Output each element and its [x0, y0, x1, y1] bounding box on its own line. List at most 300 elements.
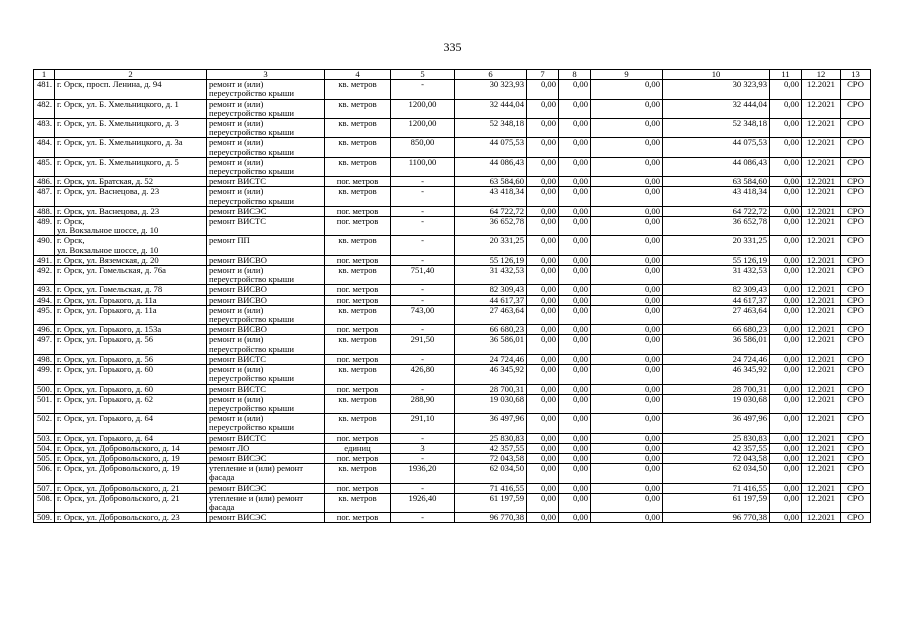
- fund-federal-cell: 0,00: [527, 464, 559, 483]
- fund-owners-cell: 44 086,43: [663, 157, 770, 176]
- column-header-5: 5: [391, 70, 455, 80]
- fund-other-cell: 0,00: [770, 177, 802, 187]
- column-header-1: 1: [34, 70, 55, 80]
- table-row: [34, 138, 871, 157]
- contractor-method-cell: СРО: [841, 80, 871, 99]
- volume-cell: 1100,00: [391, 157, 455, 176]
- contractor-method-cell: СРО: [841, 157, 871, 176]
- completion-date-cell: 12.2021: [802, 266, 841, 285]
- volume-cell: -: [391, 285, 455, 295]
- fund-federal-cell: 0,00: [527, 295, 559, 305]
- table-row: [34, 335, 871, 354]
- contractor-method-cell: СРО: [841, 384, 871, 394]
- fund-other-cell: 0,00: [770, 335, 802, 354]
- table-row: [34, 217, 871, 236]
- fund-other-cell: 0,00: [770, 354, 802, 364]
- table-row: [34, 483, 871, 493]
- work-type-cell: ремонт и (или) переустройство крыши: [207, 335, 325, 354]
- address-cell: [55, 266, 207, 285]
- table-body: [34, 80, 871, 523]
- row-number-cell: 501.: [34, 394, 55, 413]
- fund-local-cell: 0,00: [591, 365, 663, 384]
- column-header-7: 7: [527, 70, 559, 80]
- cost-total-cell: 44 617,37: [455, 295, 527, 305]
- table-row: [34, 394, 871, 413]
- fund-other-cell: 0,00: [770, 493, 802, 512]
- fund-local-cell: 0,00: [591, 433, 663, 443]
- contractor-method-cell: СРО: [841, 354, 871, 364]
- address-line: г. Орск, ул. Горького, д. 56: [57, 354, 154, 364]
- fund-owners-cell: 71 416,55: [663, 483, 770, 493]
- table-row: [34, 206, 871, 216]
- row-number-cell: 488.: [34, 206, 55, 216]
- fund-other-cell: 0,00: [770, 187, 802, 206]
- table-row: [34, 285, 871, 295]
- work-type-cell: ремонт и (или) переустройство крыши: [207, 365, 325, 384]
- contractor-method-cell: СРО: [841, 206, 871, 216]
- row-number-cell: 498.: [34, 354, 55, 364]
- repair-schedule-table: [33, 69, 871, 523]
- fund-owners-cell: 25 830,83: [663, 433, 770, 443]
- row-number-cell: 504.: [34, 443, 55, 453]
- volume-cell: 291,50: [391, 335, 455, 354]
- cost-total-cell: 66 680,23: [455, 325, 527, 335]
- fund-regional-cell: 0,00: [559, 354, 591, 364]
- volume-cell: 1926,40: [391, 493, 455, 512]
- fund-federal-cell: 0,00: [527, 394, 559, 413]
- fund-local-cell: 0,00: [591, 453, 663, 463]
- row-number-cell: 503.: [34, 433, 55, 443]
- completion-date-cell: 12.2021: [802, 295, 841, 305]
- contractor-method-cell: СРО: [841, 295, 871, 305]
- address-line: г. Орск, ул. Добровольского, д. 19: [57, 463, 180, 474]
- fund-regional-cell: 0,00: [559, 187, 591, 206]
- cost-total-cell: 82 309,43: [455, 285, 527, 295]
- fund-other-cell: 0,00: [770, 138, 802, 157]
- fund-federal-cell: 0,00: [527, 236, 559, 255]
- address-line: г. Орск, ул. Добровольского, д. 14: [57, 443, 180, 453]
- fund-regional-cell: 0,00: [559, 394, 591, 413]
- fund-owners-cell: 19 030,68: [663, 394, 770, 413]
- completion-date-cell: 12.2021: [802, 325, 841, 335]
- fund-regional-cell: 0,00: [559, 325, 591, 335]
- cost-total-cell: 64 722,72: [455, 206, 527, 216]
- volume-cell: -: [391, 384, 455, 394]
- address-line: г. Орск, ул. Горького, д. 60: [57, 364, 154, 375]
- fund-federal-cell: 0,00: [527, 453, 559, 463]
- address-cell: [55, 99, 207, 118]
- fund-regional-cell: 0,00: [559, 119, 591, 138]
- fund-federal-cell: 0,00: [527, 217, 559, 236]
- address-cell: [55, 394, 207, 413]
- address-cell: [55, 443, 207, 453]
- fund-regional-cell: 0,00: [559, 414, 591, 433]
- address-line: г. Орск, ул. Горького, д. 11а: [57, 295, 157, 305]
- fund-federal-cell: 0,00: [527, 365, 559, 384]
- fund-local-cell: 0,00: [591, 335, 663, 354]
- fund-other-cell: 0,00: [770, 433, 802, 443]
- address-line: г. Орск, ул. Б. Хмельницкого, д. 3а: [57, 137, 183, 148]
- row-number-cell: 505.: [34, 453, 55, 463]
- completion-date-cell: 12.2021: [802, 206, 841, 216]
- work-type-cell: ремонт ВИСВО: [207, 285, 325, 295]
- contractor-method-cell: СРО: [841, 285, 871, 295]
- volume-cell: -: [391, 217, 455, 236]
- fund-other-cell: 0,00: [770, 394, 802, 413]
- column-header-13: 13: [841, 70, 871, 80]
- work-type-cell: ремонт ВИСТС: [207, 384, 325, 394]
- address-cell: [55, 295, 207, 305]
- contractor-method-cell: СРО: [841, 414, 871, 433]
- fund-owners-cell: 72 043,58: [663, 453, 770, 463]
- fund-other-cell: 0,00: [770, 119, 802, 138]
- contractor-method-cell: СРО: [841, 255, 871, 265]
- unit-cell: кв. метров: [325, 365, 391, 384]
- contractor-method-cell: СРО: [841, 365, 871, 384]
- fund-local-cell: 0,00: [591, 295, 663, 305]
- fund-owners-cell: 24 724,46: [663, 354, 770, 364]
- row-number-cell: 492.: [34, 266, 55, 285]
- fund-local-cell: 0,00: [591, 99, 663, 118]
- cost-total-cell: 20 331,25: [455, 236, 527, 255]
- completion-date-cell: 12.2021: [802, 384, 841, 394]
- fund-regional-cell: 0,00: [559, 513, 591, 523]
- address-cell: [55, 433, 207, 443]
- unit-cell: пог. метров: [325, 513, 391, 523]
- volume-cell: 1936,20: [391, 464, 455, 483]
- address-cell: [55, 206, 207, 216]
- table-row: [34, 305, 871, 324]
- unit-cell: кв. метров: [325, 138, 391, 157]
- table-row: [34, 236, 871, 255]
- work-type-cell: утепление и (или) ремонт фасада: [207, 464, 325, 483]
- fund-local-cell: 0,00: [591, 236, 663, 255]
- column-header-9: 9: [591, 70, 663, 80]
- fund-federal-cell: 0,00: [527, 266, 559, 285]
- cost-total-cell: 43 418,34: [455, 187, 527, 206]
- cost-total-cell: 62 034,50: [455, 464, 527, 483]
- contractor-method-cell: СРО: [841, 453, 871, 463]
- work-type-cell: ремонт и (или) переустройство крыши: [207, 138, 325, 157]
- row-number-cell: 485.: [34, 157, 55, 176]
- work-type-cell: ремонт ВИСЭС: [207, 513, 325, 523]
- cost-total-cell: 44 075,53: [455, 138, 527, 157]
- unit-cell: кв. метров: [325, 80, 391, 99]
- address-cell: [55, 354, 207, 364]
- unit-cell: кв. метров: [325, 119, 391, 138]
- address-cell: [55, 335, 207, 354]
- fund-federal-cell: 0,00: [527, 443, 559, 453]
- completion-date-cell: 12.2021: [802, 285, 841, 295]
- unit-cell: пог. метров: [325, 255, 391, 265]
- unit-cell: единиц: [325, 443, 391, 453]
- contractor-method-cell: СРО: [841, 266, 871, 285]
- fund-other-cell: 0,00: [770, 414, 802, 433]
- fund-local-cell: 0,00: [591, 217, 663, 236]
- fund-local-cell: 0,00: [591, 464, 663, 483]
- fund-local-cell: 0,00: [591, 493, 663, 512]
- cost-total-cell: 42 357,55: [455, 443, 527, 453]
- row-number-cell: 486.: [34, 177, 55, 187]
- completion-date-cell: 12.2021: [802, 513, 841, 523]
- table-row: [34, 80, 871, 99]
- fund-federal-cell: 0,00: [527, 255, 559, 265]
- work-type-cell: ремонт и (или) переустройство крыши: [207, 80, 325, 99]
- work-type-cell: ремонт ВИСЭС: [207, 483, 325, 493]
- work-type-cell: ремонт и (или) переустройство крыши: [207, 394, 325, 413]
- contractor-method-cell: СРО: [841, 325, 871, 335]
- work-type-cell: ремонт ВИСТС: [207, 354, 325, 364]
- cost-total-cell: 55 126,19: [455, 255, 527, 265]
- cost-total-cell: 96 770,38: [455, 513, 527, 523]
- unit-cell: кв. метров: [325, 157, 391, 176]
- table-row: [34, 464, 871, 483]
- table-row: [34, 513, 871, 523]
- fund-federal-cell: 0,00: [527, 483, 559, 493]
- column-header-6: 6: [455, 70, 527, 80]
- column-header-4: 4: [325, 70, 391, 80]
- address-cell: [55, 365, 207, 384]
- work-type-cell: ремонт ВИСТС: [207, 177, 325, 187]
- volume-cell: 3: [391, 443, 455, 453]
- fund-federal-cell: 0,00: [527, 335, 559, 354]
- volume-cell: 1200,00: [391, 119, 455, 138]
- unit-cell: кв. метров: [325, 305, 391, 324]
- fund-local-cell: 0,00: [591, 177, 663, 187]
- address-line: г. Орск, ул. Васнецова, д. 23: [57, 206, 160, 216]
- column-header-10: 10: [663, 70, 770, 80]
- row-number-cell: 496.: [34, 325, 55, 335]
- contractor-method-cell: СРО: [841, 335, 871, 354]
- fund-federal-cell: 0,00: [527, 177, 559, 187]
- fund-federal-cell: 0,00: [527, 384, 559, 394]
- fund-federal-cell: 0,00: [527, 513, 559, 523]
- fund-other-cell: 0,00: [770, 453, 802, 463]
- cost-total-cell: 36 652,78: [455, 217, 527, 236]
- cost-total-cell: 25 830,83: [455, 433, 527, 443]
- unit-cell: кв. метров: [325, 464, 391, 483]
- address-cell: [55, 414, 207, 433]
- fund-regional-cell: 0,00: [559, 483, 591, 493]
- fund-owners-cell: 36 586,01: [663, 335, 770, 354]
- fund-owners-cell: 82 309,43: [663, 285, 770, 295]
- row-number-cell: 507.: [34, 483, 55, 493]
- fund-regional-cell: 0,00: [559, 285, 591, 295]
- completion-date-cell: 12.2021: [802, 354, 841, 364]
- fund-federal-cell: 0,00: [527, 187, 559, 206]
- fund-local-cell: 0,00: [591, 119, 663, 138]
- row-number-cell: 489.: [34, 217, 55, 236]
- completion-date-cell: 12.2021: [802, 119, 841, 138]
- address-line: г. Орск, ул. Горького, д. 11а: [57, 305, 157, 315]
- address-cell: [55, 217, 207, 236]
- fund-owners-cell: 62 034,50: [663, 464, 770, 483]
- address-cell: [55, 464, 207, 483]
- work-type-cell: утепление и (или) ремонт фасада: [207, 493, 325, 512]
- fund-regional-cell: 0,00: [559, 138, 591, 157]
- column-header-11: 11: [770, 70, 802, 80]
- completion-date-cell: 12.2021: [802, 414, 841, 433]
- fund-local-cell: 0,00: [591, 354, 663, 364]
- cost-total-cell: 32 444,04: [455, 99, 527, 118]
- table-header: [34, 70, 871, 80]
- cost-total-cell: 27 463,64: [455, 305, 527, 324]
- unit-cell: кв. метров: [325, 414, 391, 433]
- volume-cell: -: [391, 453, 455, 463]
- row-number-cell: 508.: [34, 493, 55, 512]
- completion-date-cell: 12.2021: [802, 187, 841, 206]
- volume-cell: -: [391, 325, 455, 335]
- fund-owners-cell: 63 584,60: [663, 177, 770, 187]
- contractor-method-cell: СРО: [841, 99, 871, 118]
- fund-other-cell: 0,00: [770, 217, 802, 236]
- address-line: г. Орск, ул. Горького, д. 153а: [57, 324, 162, 335]
- cost-total-cell: 36 586,01: [455, 335, 527, 354]
- completion-date-cell: 12.2021: [802, 157, 841, 176]
- fund-federal-cell: 0,00: [527, 80, 559, 99]
- work-type-cell: ремонт ЛО: [207, 443, 325, 453]
- fund-owners-cell: 46 345,92: [663, 365, 770, 384]
- address-line: г. Орск, ул. Добровольского, д. 21: [57, 493, 180, 503]
- table-row: [34, 119, 871, 138]
- fund-owners-cell: 32 444,04: [663, 99, 770, 118]
- unit-cell: кв. метров: [325, 187, 391, 206]
- fund-regional-cell: 0,00: [559, 255, 591, 265]
- table-row: [34, 384, 871, 394]
- completion-date-cell: 12.2021: [802, 305, 841, 324]
- fund-owners-cell: 61 197,59: [663, 493, 770, 512]
- address-line: г. Орск, ул. Добровольского, д. 21: [57, 483, 180, 493]
- row-number-cell: 494.: [34, 295, 55, 305]
- volume-cell: 743,00: [391, 305, 455, 324]
- fund-other-cell: 0,00: [770, 305, 802, 324]
- completion-date-cell: 12.2021: [802, 138, 841, 157]
- address-cell: [55, 305, 207, 324]
- fund-local-cell: 0,00: [591, 384, 663, 394]
- unit-cell: пог. метров: [325, 295, 391, 305]
- address-line: г. Орск, ул. Горького, д. 60: [57, 384, 154, 394]
- contractor-method-cell: СРО: [841, 443, 871, 453]
- row-number-cell: 482.: [34, 99, 55, 118]
- volume-cell: -: [391, 187, 455, 206]
- address-line: г. Орск, ул. Горького, д. 62: [57, 394, 154, 404]
- fund-regional-cell: 0,00: [559, 157, 591, 176]
- volume-cell: 291,10: [391, 414, 455, 433]
- table-row: [34, 414, 871, 433]
- fund-local-cell: 0,00: [591, 305, 663, 324]
- contractor-method-cell: СРО: [841, 217, 871, 236]
- completion-date-cell: 12.2021: [802, 453, 841, 463]
- fund-other-cell: 0,00: [770, 285, 802, 295]
- unit-cell: пог. метров: [325, 384, 391, 394]
- fund-regional-cell: 0,00: [559, 493, 591, 512]
- cost-total-cell: 46 345,92: [455, 365, 527, 384]
- cost-total-cell: 52 348,18: [455, 119, 527, 138]
- fund-other-cell: 0,00: [770, 255, 802, 265]
- fund-local-cell: 0,00: [591, 266, 663, 285]
- fund-other-cell: 0,00: [770, 384, 802, 394]
- fund-local-cell: 0,00: [591, 513, 663, 523]
- address-line: г. Орск, ул. Добровольского, д. 23: [57, 512, 180, 523]
- address-cell: [55, 483, 207, 493]
- fund-federal-cell: 0,00: [527, 305, 559, 324]
- fund-regional-cell: 0,00: [559, 295, 591, 305]
- volume-cell: 426,80: [391, 365, 455, 384]
- address-cell: [55, 384, 207, 394]
- fund-local-cell: 0,00: [591, 206, 663, 216]
- work-type-cell: ремонт ВИСТС: [207, 433, 325, 443]
- contractor-method-cell: СРО: [841, 236, 871, 255]
- row-number-cell: 491.: [34, 255, 55, 265]
- fund-other-cell: 0,00: [770, 443, 802, 453]
- cost-total-cell: 61 197,59: [455, 493, 527, 512]
- fund-owners-cell: 30 323,93: [663, 80, 770, 99]
- volume-cell: 751,40: [391, 266, 455, 285]
- volume-cell: -: [391, 433, 455, 443]
- cost-total-cell: 24 724,46: [455, 354, 527, 364]
- fund-federal-cell: 0,00: [527, 433, 559, 443]
- row-number-cell: 483.: [34, 119, 55, 138]
- work-type-cell: ремонт и (или) переустройство крыши: [207, 157, 325, 176]
- fund-owners-cell: 27 463,64: [663, 305, 770, 324]
- row-number-cell: 500.: [34, 384, 55, 394]
- volume-cell: -: [391, 295, 455, 305]
- table-row: [34, 99, 871, 118]
- volume-cell: -: [391, 354, 455, 364]
- table-row: [34, 255, 871, 265]
- work-type-cell: ремонт ПП: [207, 236, 325, 255]
- cost-total-cell: 19 030,68: [455, 394, 527, 413]
- contractor-method-cell: СРО: [841, 464, 871, 483]
- fund-regional-cell: 0,00: [559, 443, 591, 453]
- fund-local-cell: 0,00: [591, 443, 663, 453]
- fund-other-cell: 0,00: [770, 236, 802, 255]
- table-row: [34, 365, 871, 384]
- row-number-cell: 506.: [34, 464, 55, 483]
- fund-local-cell: 0,00: [591, 394, 663, 413]
- completion-date-cell: 12.2021: [802, 443, 841, 453]
- table-row: [34, 325, 871, 335]
- cost-total-cell: 71 416,55: [455, 483, 527, 493]
- fund-owners-cell: 55 126,19: [663, 255, 770, 265]
- work-type-cell: ремонт ВИСЭС: [207, 453, 325, 463]
- fund-regional-cell: 0,00: [559, 217, 591, 236]
- table-row: [34, 443, 871, 453]
- fund-other-cell: 0,00: [770, 464, 802, 483]
- fund-local-cell: 0,00: [591, 187, 663, 206]
- address-line: г. Орск, ул. Горького, д. 64: [57, 433, 154, 443]
- work-type-cell: ремонт и (или) переустройство крыши: [207, 99, 325, 118]
- table-row: [34, 266, 871, 285]
- row-number-cell: 502.: [34, 414, 55, 433]
- fund-other-cell: 0,00: [770, 483, 802, 493]
- row-number-cell: 481.: [34, 80, 55, 99]
- completion-date-cell: 12.2021: [802, 483, 841, 493]
- fund-local-cell: 0,00: [591, 255, 663, 265]
- work-type-cell: ремонт ВИСВО: [207, 255, 325, 265]
- address-line: г. Орск, ул. Б. Хмельницкого, д. 1: [57, 99, 179, 109]
- row-number-cell: 493.: [34, 285, 55, 295]
- fund-owners-cell: 42 357,55: [663, 443, 770, 453]
- fund-other-cell: 0,00: [770, 99, 802, 118]
- address-cell: [55, 453, 207, 463]
- table-row: [34, 493, 871, 512]
- fund-owners-cell: 36 497,96: [663, 414, 770, 433]
- cost-total-cell: 31 432,53: [455, 266, 527, 285]
- address-cell: [55, 513, 207, 523]
- completion-date-cell: 12.2021: [802, 335, 841, 354]
- fund-owners-cell: 28 700,31: [663, 384, 770, 394]
